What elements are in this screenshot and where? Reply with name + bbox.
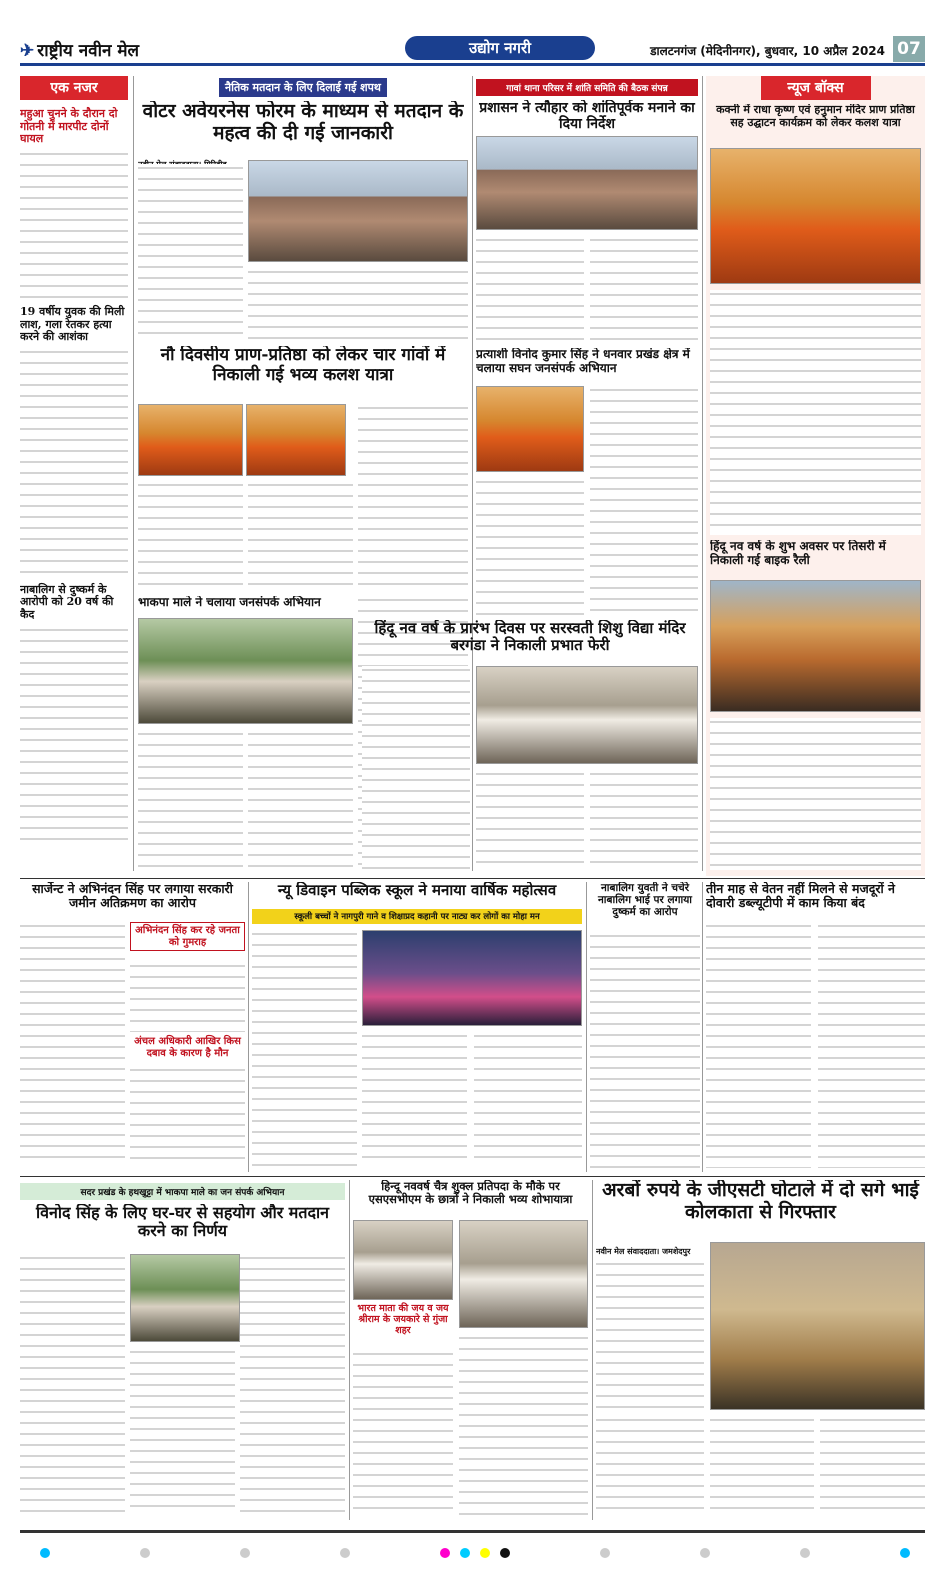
peace-meeting-photo [476,136,698,230]
registration-mark [340,1548,350,1558]
gst-body-col1 [596,1260,704,1410]
ssbm-subhead: भारत माता की जय व जय श्रीराम के जयकारे से गुंजा शहर [357,1303,449,1336]
vinod-campaign-body-col1 [476,478,584,616]
saraswati-body-col3 [590,770,698,870]
center-kicker: गावां थाना परिसर में शांति समिति की बैठक संपन्न [476,79,698,96]
cpiml-photo [138,618,353,724]
cpiml-body-col1 [138,730,243,870]
gst-arrest-photo [710,1242,925,1410]
saraswati-body-col1 [362,666,470,871]
column-divider [702,882,703,1172]
hathkhutta-body-col3 [240,1254,345,1516]
left-item-1-body [20,150,128,300]
hathkhutta-body-col2 [130,1348,235,1516]
saraswati-story [362,620,698,875]
paper-name-text: राष्ट्रीय नवीन मेल [37,41,140,61]
ssbm-headline: हिन्दू नववर्ष चैत्र शुक्ल प्रतिपदा के मौके पर एसएसभीएम के छात्रों ने निकाली भव्य शोभायात्रा [368,1180,573,1207]
registration-mark [460,1548,470,1558]
gst-headline: अरबों रुपये के जीएसटी घोटाले में दो सगे भाई कोलकाता से गिरफ्तार [602,1180,919,1223]
registration-mark [500,1548,510,1558]
wages-body-col1 [706,922,811,1168]
paper-name [20,38,139,61]
wages-headline: तीन माह से वेतन नहीं मिलने से मजदूरों ने दोवारी डब्ल्यूटीपी में काम किया बंद [706,882,895,911]
page-number: 07 [893,36,925,62]
divine-body-col3 [474,1032,582,1166]
prabhat-pheri-photo [476,666,698,764]
kalash-body-col2 [248,481,353,589]
saraswati-body-col2 [476,770,584,870]
gst-body-col2 [596,1416,704,1516]
main-headline: वोटर अवेयरनेस फोरम के माध्यम से मतदान के महत्व की दी गई जानकारी [142,101,464,144]
divine-school-story [252,882,582,1172]
kalash-body-col1 [138,481,243,589]
column-divider [248,882,249,1172]
divine-body-col2 [362,1032,467,1166]
right-top-headline: कक्नी में राधा कृष्ण एवं हनुमान मंदिर प्राण प्रतिष्ठा सह उद्घाटन कार्यक्रम को लेकर कलश यात्रा [716,104,915,129]
column-divider [349,1180,350,1520]
right-section-tag: न्यूज बॉक्स [761,76,871,100]
sergeant-sub1: अभिनंदन सिंह कर रहे जनता को गुमराह [130,922,245,951]
peace-meeting-body-col1 [476,236,584,344]
gst-byline: नवीन मेल संवाददाता। जमशेदपुर [596,1247,691,1256]
left-item-1-headline: महुआ चुनने के दौरान दो गोतनी में मारपीट दोनों घायल [20,107,118,146]
registration-mark [700,1548,710,1558]
registration-mark [480,1548,490,1558]
sergeant-headline: सार्जेन्ट ने अभिनंदन सिंह पर लगाया सरकारी जमीन अतिक्रमण का आरोप [32,882,233,911]
sergeant-body-col1 [20,922,125,1167]
bird-logo-icon: ✈ [20,41,35,61]
annual-function-photo [362,930,582,1026]
color-registration-bar [20,1525,925,1537]
ssbm-photo-1 [353,1220,453,1300]
left-section-tag: एक नजर [20,76,128,100]
vinod-campaign-body-col2 [590,386,698,616]
left-item-2-body [20,348,128,578]
ssbm-story [353,1180,588,1520]
wages-body-col2 [818,922,925,1168]
section-title: उद्योग नगरी [405,36,595,60]
center-top-headline: प्रशासन ने त्यौहार को शांतिपूर्वक मनाने का दिया निर्देश [479,100,695,133]
ssbm-photo-2 [459,1220,588,1328]
registration-mark [800,1548,810,1558]
kalash-photo-2 [246,404,346,476]
section-divider [20,1176,925,1177]
kakni-body [710,290,921,535]
second-headline: नौ दिवसीय प्राण-प्रतिष्ठा को लेकर चार गांवों में निकाली गई भव्य कलश यात्रा [160,346,446,385]
registration-mark [240,1548,250,1558]
main-kicker: नैतिक मतदान के लिए दिलाई गई शपथ [219,78,387,97]
sergeant-story [20,882,245,1172]
wages-story [706,882,925,1172]
registration-mark [900,1548,910,1558]
third-headline: भाकपा माले ने चलाया जनसंपर्क अभियान [138,596,321,609]
hathkhutta-photo [130,1254,240,1342]
left-item-2-headline: 19 वर्षीय युवक की मिली लाश, गला रेतकर हत्या करने की आशंका [20,304,125,344]
column-divider [586,882,587,1172]
minor-case-headline: नाबालिग युवती ने चचेरे नाबालिग भाई पर लगाया दुष्कर्म का आरोप [597,882,693,919]
registration-mark [440,1548,450,1558]
main-body-col1 [138,164,243,339]
column-divider [702,76,703,871]
sergeant-body-col3 [130,1066,245,1166]
main-photo [248,160,468,262]
bike-rally-photo [710,580,921,712]
column-divider [592,1180,593,1520]
dateline: डालटनगंज (मेदिनीनगर), बुधवार, 10 अप्रैल 2024 [650,44,885,58]
center-second-headline: प्रत्याशी विनोद कुमार सिंह ने धनवार प्रखंड क्षेत्र में चलाया सघन जनसंपर्क अभियान [476,348,690,375]
kakni-kalash-photo [710,148,921,284]
minor-case-story [590,882,700,1172]
gst-body-col3 [710,1416,814,1516]
registration-mark [140,1548,150,1558]
hathkhutta-body-col1 [20,1254,125,1516]
left-item-3-headline: नाबालिग से दुष्कर्म के आरोपी को 20 वर्ष की कैद [20,582,114,622]
masthead [20,36,925,66]
vinod-campaign-photo [476,386,584,472]
cpiml-body-col2 [248,730,353,870]
hathkhutta-kicker: सदर प्रखंड के हथखुट्टा में भाकपा माले का जन संपर्क अभियान [20,1183,345,1200]
column-divider [133,76,134,871]
left-column [20,76,128,876]
hathkhutta-story [20,1180,345,1520]
sergeant-body-col2 [130,962,245,1032]
kalash-photo-1 [138,404,243,476]
ssbm-body-col1 [353,1350,453,1516]
divine-school-headline: न्यू डिवाइन पब्लिक स्कूल ने मनाया वार्षिक महोत्सव [277,882,557,899]
hathkhutta-headline: विनोद सिंह के लिए घर-घर से सहयोग और मतदान करने का निर्णय [35,1204,330,1241]
section-divider [20,878,925,879]
gst-story [596,1180,925,1520]
registration-mark [600,1548,610,1558]
minor-case-body [590,932,700,1168]
sergeant-sub2: अंचल अधिकारी आखिर किस दबाव के कारण है मौन [134,1036,241,1059]
saraswati-headline: हिंदू नव वर्ष के प्रारंभ दिवस पर सरस्वती शिशु विद्या मंदिर बरगंडा ने निकाली प्रभात फेरी [374,620,686,655]
right-column [706,76,925,876]
right-second-headline: हिंदू नव वर्ष के शुभ अवसर पर तिसरी में निकाली गई बाइक रैली [710,540,886,567]
bike-rally-body [710,718,921,870]
gst-body-col4 [820,1416,925,1516]
divine-school-kicker: स्कूली बच्चों ने नागपुरी गाने व शिक्षाप्रद कहानी पर नाट्य कर लोगों का मोहा मन [252,909,582,924]
peace-meeting-body-col2 [590,236,698,344]
kalash-body-col3 [358,404,468,589]
ssbm-body-col2 [459,1334,588,1516]
main-body-col2 [248,268,468,340]
registration-mark [40,1548,50,1558]
divine-body-col1 [252,930,357,1166]
left-item-3-body [20,626,128,846]
